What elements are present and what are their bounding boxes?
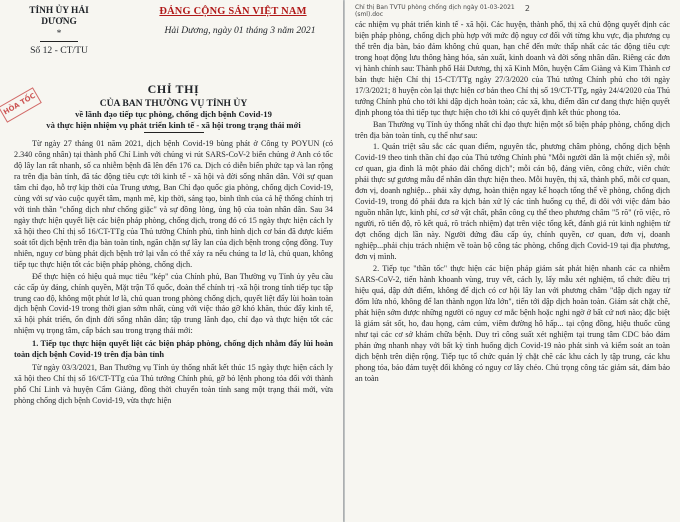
issuer-block: [14, 6, 104, 56]
document-page-2: [345, 0, 680, 522]
document-subtitle: CỦA BAN THƯỜNG VỤ TỈNH ỦY: [99, 98, 248, 109]
party-name: ĐẢNG CỘNG SẢN VIỆT NAM: [159, 6, 307, 17]
issuer-name: TỈNH ỦY HẢI DƯƠNG: [29, 6, 89, 27]
file-note: Chỉ thị Ban TVTU phòng chống dịch ngày 01-03-2021 (sml).doc: [355, 4, 515, 18]
paragraph-intro: Ban Thường vụ Tỉnh ủy thống nhất chỉ đạo thực hiện một số biện pháp phòng, chống dịch trên địa bàn toàn tỉnh, cụ thể như sau:: [355, 119, 670, 140]
issuer-rule: [40, 41, 78, 42]
party-block: [133, 6, 333, 56]
paragraph-continued: các nhiệm vụ phát triển kinh tế - xã hội. Các huyện, thành phố, thị xã chủ động quyết định các biện pháp phòng, chống dịch phù hợp với mức độ nguy cơ đối với từng khu vực, địa phương cụ thể trên địa bàn, bảo đảm không chủ quan, hạn chế đến mức thấp nhất các tác động tiêu cực trong hoạt động lưu thông hàng hóa, sản xuất, kinh doanh và đời sống nhân dân. Riêng các đơn vị hành chính sau: Thành phố Hải Dương, thị xã Kinh Môn, huyện Cẩm Giàng và Kim Thành cơ bản thực hiện Chỉ thị 15-CT/TTg ngày 27/3/2020 của Thủ tướng Chính phủ cho tới ngày 17/3/2021; 8 huyện còn lại thực hiện cơ bản theo Chỉ thị số 19/CT-TTg, ngày 24/4/2020 của Thủ tướng Chính phủ cho tới khi dập dịch hoàn toàn; các xã, khu, điểm dân cư đang thực hiện quyết định phong tỏa thì tiếp tục thực hiện cho tới khi có quyết định kết thúc phong tỏa.: [355, 20, 670, 117]
paragraph-3: Từ ngày 03/3/2021, Ban Thường vụ Tỉnh ủy thống nhất kết thúc 15 ngày thực hiện cách ly xã hội theo Chỉ thị số 16/CT-TTg của Thủ tướng Chính phủ, gỡ bỏ lệnh phong tỏa đối với thành phố Chí Linh và huyện Cẩm Giàng, đồng thời chuyển toàn tỉnh sang một trạng thái mới, vừa phòng chống dịch bệnh Covid-19, vừa thực hiện: [14, 362, 333, 405]
page-number: 2: [524, 4, 530, 13]
doc-number: Số 12 - CT/TU: [30, 45, 88, 56]
document-title: CHỈ THỊ: [147, 82, 200, 96]
topic-line-1: về lãnh đạo tiếp tục phòng, chống dịch bệnh Covid-19: [75, 109, 272, 119]
urgent-stamp: HỎA TỐC: [0, 87, 42, 123]
paragraph-1: Từ ngày 27 tháng 01 năm 2021, dịch bệnh Covid-19 bùng phát ở Công ty POYUN (có 2.340 công nhân) tại thành phố Chí Linh với chủng vi rút SARS-CoV-2 biến chủng ở Anh có tốc độ lây lan rất nhanh, số ca nhiễm bệnh đã lên đến 176 ca. Dịch có diễn biến phức tạp và lan rộng ra trên địa bàn tỉnh, đã tác động tiêu cực tới kinh tế - xã hội và đời sống nhân dân. Với sự quan tâm chỉ đạo, hỗ trợ kịp thời của Trung ương, Ban Chỉ đạo quốc gia phòng, chống dịch Covid-19, cùng với sự vào cuộc quyết tâm, mạnh mẽ, kịp thời, sáng tạo, bình tĩnh của cả hệ thống chính trị với tinh thần "chống dịch như chống giặc" và sự đồng lòng, ủng hộ của toàn nhân dân. Sau 34 ngày thực hiện quyết liệt các biện pháp phòng, chống dịch, trong đó có 15 ngày thực hiện cách ly xã hội theo Chỉ thị số 16/CT-TTg của Thủ tướng Chính phủ, tình hình dịch cơ bản đã được kiểm soát tốt dịch bệnh trên địa bàn toàn tỉnh, ngăn chặn sự lây lan của dịch bệnh trong cộng đồng. Tuy nhiên, nguy cơ bùng phát dịch bệnh trở lại vẫn có thể xảy ra nếu chúng ta lơ là, chủ quan, không tiếp tục thực hiện tốt các biện pháp phòng, chống dịch.: [14, 139, 333, 269]
paragraph-2: Để thực hiện có hiệu quả mục tiêu "kép" của Chính phủ, Ban Thường vụ Tỉnh ủy yêu cầu các cấp ủy đảng, chính quyền, Mặt trận Tổ quốc, đoàn thể chính trị -xã hội trong tỉnh tiếp tục tập trung cao độ, không một phút lơ là, chủ quan trong phòng chống dịch, quyết liệt đẩy lùi hoàn toàn dịch bệnh Covid-19 trong thời gian sớm nhất, cùng với việc tháo gỡ khó khăn, thúc đẩy kinh tế, xã hội phát triển, ổn định đời sống nhân dân; tập trung lãnh đạo, chỉ đạo và thực hiện tốt các nhiệm vụ trọng tâm, cấp bách sau trong trạng thái mới:: [14, 271, 333, 336]
document-header: [14, 6, 333, 56]
title-rule: [144, 132, 204, 133]
measure-2: 2. Tiếp tục "thần tốc" thực hiện các biện pháp giám sát phát hiện nhanh các ca nhiễm SARS-CoV-2, tiến hành khoanh vùng, truy vết, cách ly, lấy mẫu xét nghiệm, tổ chức điều trị hiệu quả, dập dứt điểm, không để dịch có cơ hội lây lan với phương châm "dập dịch ngay từ đốm lửa nhỏ, không để lan thành ngọn lửa lớn", tiến tới dập dịch hoàn toàn. Giám sát chặt chẽ, phát hiện sớm được những người có nguy cơ mắc bệnh hoặc nghi ngờ ở bất cứ nơi nào; đặc biệt là giám sát sốt, ho, đau họng, cảm cúm, viêm đường hô hấp... tại cộng đồng, hiệu thuốc cũng như tại các cơ sở khám chữa bệnh. Duy trì công suất xét nghiệm tại trung tâm CDC bảo đảm phản ứng nhanh nhạy với bất kỳ tình huống dịch Covid-19 nào phát sinh và kiểm soát an toàn dịch bệnh trên diện rộng. Tiếp tục tổ chức quản lý chặt chẽ các khu cách ly tập trung, các khu phong tỏa, bảo đảm tuyệt đối không có nguy cơ lây chéo. Chủ trọng công tác giám sát, đảm bảo an toàn: [355, 263, 670, 383]
page-header: [355, 4, 670, 18]
measure-1: 1. Quán triệt sâu sắc các quan điểm, nguyên tắc, phương châm phòng, chống dịch bệnh Covid-19 theo tinh thần chỉ đạo của Thủ tướng Chính phủ "Mỗi người dân là một chiến sỹ, mỗi cơ quan, gia đình là một pháo đài chống dịch"; mỗi cán bộ, đảng viên, công chức, viên chức phải thực sự gương mẫu để nhân dân thực hiện theo. Mỗi huyện, thị xã, thành phố, mỗi cơ quan, đơn vị, doanh nghiệp... phải xây dựng, hoàn thiện ngay kế hoạch tổng thể về phòng, chống dịch Covid-19, trong đó phải đưa ra kịch bản xử lý các tình huống cụ thể, đi đôi với việc đảm bảo nguồn nhân lực, kinh phí, cơ sở vật chất, phân công cụ thể theo phương châm "5 rõ" (rõ việc, rõ người, rõ tiến độ, rõ kết quả, rõ trách nhiệm) đạt trên việc tổng kết, đánh giá rút kinh nghiệm từ đợt chống dịch lần này. Người đứng đầu cấp ủy, chính quyền, cơ quan, đơn vị, doanh nghiệp...phải chịu trách nhiệm về toàn bộ công tác phòng, chống dịch Covid-19 tại địa phương, đơn vị mình.: [355, 142, 670, 262]
section-heading-1: 1. Tiếp tục thực hiện quyết liệt các biện pháp phòng, chống dịch nhằm đẩy lùi hoàn toàn dịch bệnh Covid-19 trên địa bàn tỉnh: [14, 339, 333, 360]
stars: *: [56, 28, 62, 39]
dateline: Hải Dương, ngày 01 tháng 3 năm 2021: [164, 25, 316, 36]
topic-line-2: và thực hiện nhiệm vụ phát triển kinh tế - xã hội trong trạng thái mới: [46, 119, 301, 130]
